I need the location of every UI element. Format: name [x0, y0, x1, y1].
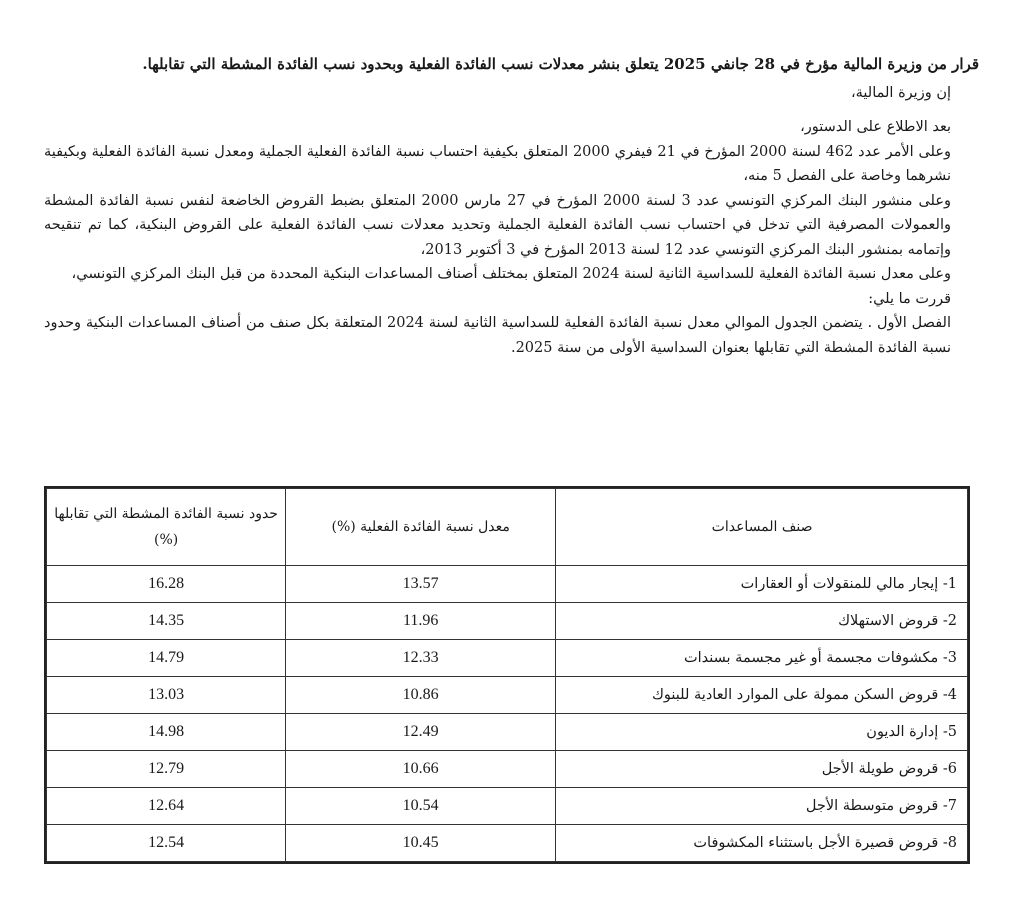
document-title: قرار من وزيرة المالية مؤرخ في 28 جانفي 2025 يتعلق بنشر معدلات نسب الفائدة الفعلية وبحدود نسب الفائدة المشطة التي تقابلها. — [142, 55, 979, 73]
article-one: الفصل الأول . يتضمن الجدول الموالي معدل نسبة الفائدة الفعلية للسداسية الثانية لسنة 2024 المتعلقة بكل صنف من أصناف المساعدات البنكية وحدود نسبة الفائدة المشطة التي تقابلها بعنوان السداسية الأولى من سنة 2025. — [44, 315, 951, 356]
table-row — [47, 825, 968, 862]
rates-table-wrapper — [44, 486, 970, 864]
table-row — [47, 603, 968, 640]
table-row — [47, 677, 968, 714]
cell-limit: 14.79 — [47, 640, 286, 677]
cell-limit: 14.98 — [47, 714, 286, 751]
header-limit: حدود نسبة الفائدة المشطة التي تقابلها (%) — [47, 489, 286, 566]
table-row — [47, 566, 968, 603]
cell-type: 6- قروض طويلة الأجل — [556, 751, 968, 788]
circular-paragraph: وعلى منشور البنك المركزي التونسي عدد 3 لسنة 2000 المؤرخ في 27 مارس 2000 المتعلق بضبط القروض الخاضعة لنفس نسبة الفائدة المشطة والعمولات المصرفية التي تدخل في احتساب نسب الفائدة الفعلية الجملية وتحديد معدلات نسب الفائدة الفعلية على القروض البنكية، كما تم تنقيحه وإتمامه بمنشور البنك المركزي التونسي عدد 12 لسنة 2013 المؤرخ في 3 أكتوبر 2013، — [44, 192, 951, 258]
decides-line: قررت ما يلي: — [868, 290, 951, 307]
rates-table — [46, 488, 968, 862]
cell-limit: 14.35 — [47, 603, 286, 640]
average-rate-paragraph: وعلى معدل نسبة الفائدة الفعلية للسداسية الثانية لسنة 2024 المتعلق بمختلف أصناف المساعدات البنكية المحددة من قبل البنك المركزي التونسي، — [71, 266, 951, 282]
table-row — [47, 751, 968, 788]
cell-type: 4- قروض السكن ممولة على الموارد العادية للبنوك — [556, 677, 968, 714]
cell-limit: 13.03 — [47, 677, 286, 714]
cell-type: 1- إيجار مالي للمنقولات أو العقارات — [556, 566, 968, 603]
cell-rate: 13.57 — [286, 566, 556, 603]
cell-rate: 10.54 — [286, 788, 556, 825]
cell-limit: 16.28 — [47, 566, 286, 603]
cell-type: 7- قروض متوسطة الأجل — [556, 788, 968, 825]
cell-rate: 10.66 — [286, 751, 556, 788]
cell-type: 5- إدارة الديون — [556, 714, 968, 751]
cell-limit: 12.64 — [47, 788, 286, 825]
table-row — [47, 640, 968, 677]
header-type: صنف المساعدات — [556, 489, 968, 566]
cell-type: 8- قروض قصيرة الأجل باستثناء المكشوفات — [556, 825, 968, 862]
cell-rate: 10.86 — [286, 677, 556, 714]
cell-rate: 10.45 — [286, 825, 556, 862]
header-rate: معدل نسبة الفائدة الفعلية (%) — [286, 489, 556, 566]
cell-rate: 12.33 — [286, 640, 556, 677]
table-row — [47, 788, 968, 825]
cell-type: 3- مكشوفات مجسمة أو غير مجسمة بسندات — [556, 640, 968, 677]
decree-text — [44, 52, 979, 360]
cell-rate: 12.49 — [286, 714, 556, 751]
cell-type: 2- قروض الاستهلاك — [556, 603, 968, 640]
minister-line: إن وزيرة المالية، — [850, 84, 951, 101]
table-row — [47, 714, 968, 751]
constitution-line: بعد الاطلاع على الدستور، — [800, 119, 951, 135]
cell-limit: 12.54 — [47, 825, 286, 862]
decree-paragraph: وعلى الأمر عدد 462 لسنة 2000 المؤرخ في 21 فيفري 2000 المتعلق بكيفية احتساب نسبة الفائدة الفعلية الجملية ومعدل نسبة الفائدة الفعلية وبكيفية نشرهما وخاصة على الفصل 5 منه، — [44, 143, 951, 184]
cell-limit: 12.79 — [47, 751, 286, 788]
table-header-row — [47, 489, 968, 566]
cell-rate: 11.96 — [286, 603, 556, 640]
